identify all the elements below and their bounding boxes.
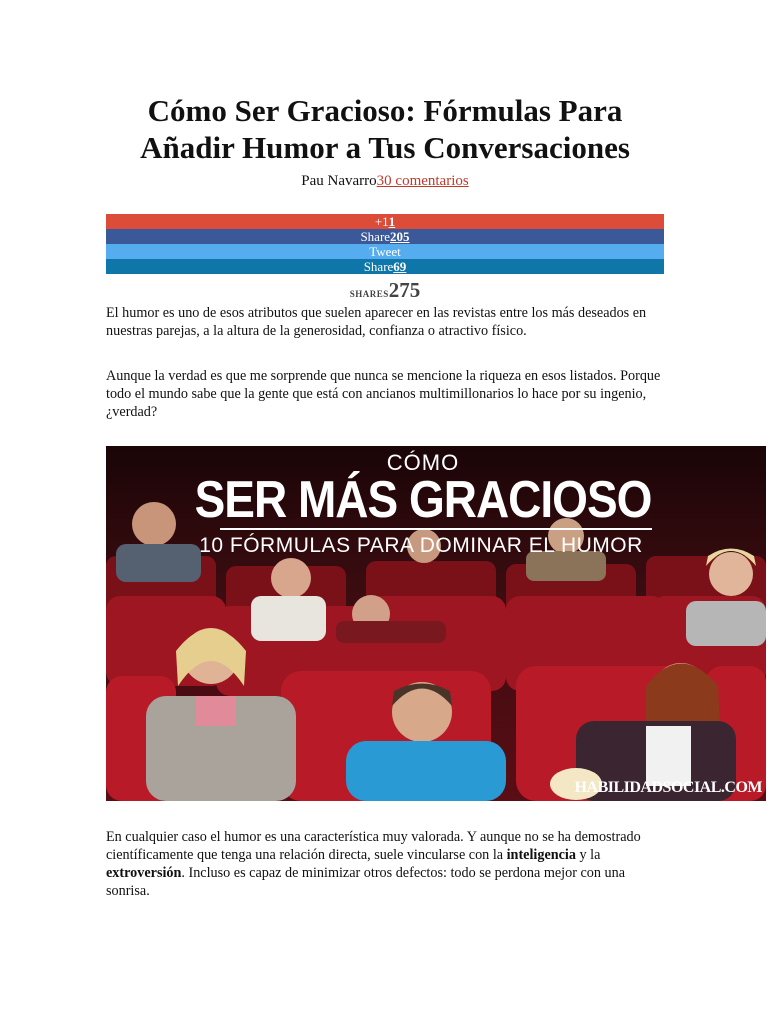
total-shares [106,278,664,303]
twitter-label: Tweet [369,244,401,259]
facebook-share-button[interactable] [106,229,664,244]
paragraph-third-mid: y la [575,847,601,863]
paragraph-intro: El humor es uno de esos atributos que suelen aparecer en las revistas entre los más deseados en nuestras parejas, a la altura de la generosidad, confianza o atractivo físico. [106,305,647,339]
keyword-inteligencia: inteligencia [506,847,576,863]
keyword-extroversion: extroversión [106,865,182,881]
article-title: Cómo Ser Gracioso: Fórmulas Para Añadir Humor a Tus Conversaciones [140,93,630,165]
hero-subtitle: 10 FÓRMULAS PARA DOMINAR EL HUMOR [199,534,643,557]
total-shares-count: 275 [388,278,421,302]
byline [106,173,664,190]
gplus-share-button[interactable] [106,214,664,229]
linkedin-count: 69 [393,259,407,274]
paragraph-third [106,828,668,900]
hero-headline: SER MÁS GRACIOSO [194,469,652,529]
hero-image [106,446,766,801]
linkedin-label: Share [363,259,394,274]
share-bar-group [106,214,664,274]
hero-kicker: CÓMO [386,450,460,475]
paragraph-second: Aunque la verdad es que me sorprende que nunca se mencione la riqueza en esos listados. Porque todo el mundo sabe que la gente que está con ancianos multimillonarios lo hace por su ingenio, ¿verdad? [106,368,661,420]
facebook-count: 205 [390,229,410,244]
gplus-count: 1 [388,214,396,229]
paragraph-third-end: . Incluso es capaz de minimizar otros defectos: todo se perdona mejor con una sonrisa. [106,865,625,899]
linkedin-share-button[interactable] [106,259,664,274]
author-name: Pau Navarro [301,173,377,189]
gplus-label: +1 [374,214,389,229]
paragraph-third-start: En cualquier caso el humor es una característica muy valorada. Y aunque no se ha demostrado científicamente que tenga una relación directa, suele vincularse con la [106,829,641,863]
total-shares-label: SHARES [349,289,389,299]
site-watermark: HABILIDADSOCIAL.COM [574,779,762,796]
twitter-share-button[interactable] [106,244,664,259]
comments-link[interactable]: 30 comentarios [376,173,469,189]
facebook-label: Share [360,229,391,244]
hero-divider [220,528,652,530]
